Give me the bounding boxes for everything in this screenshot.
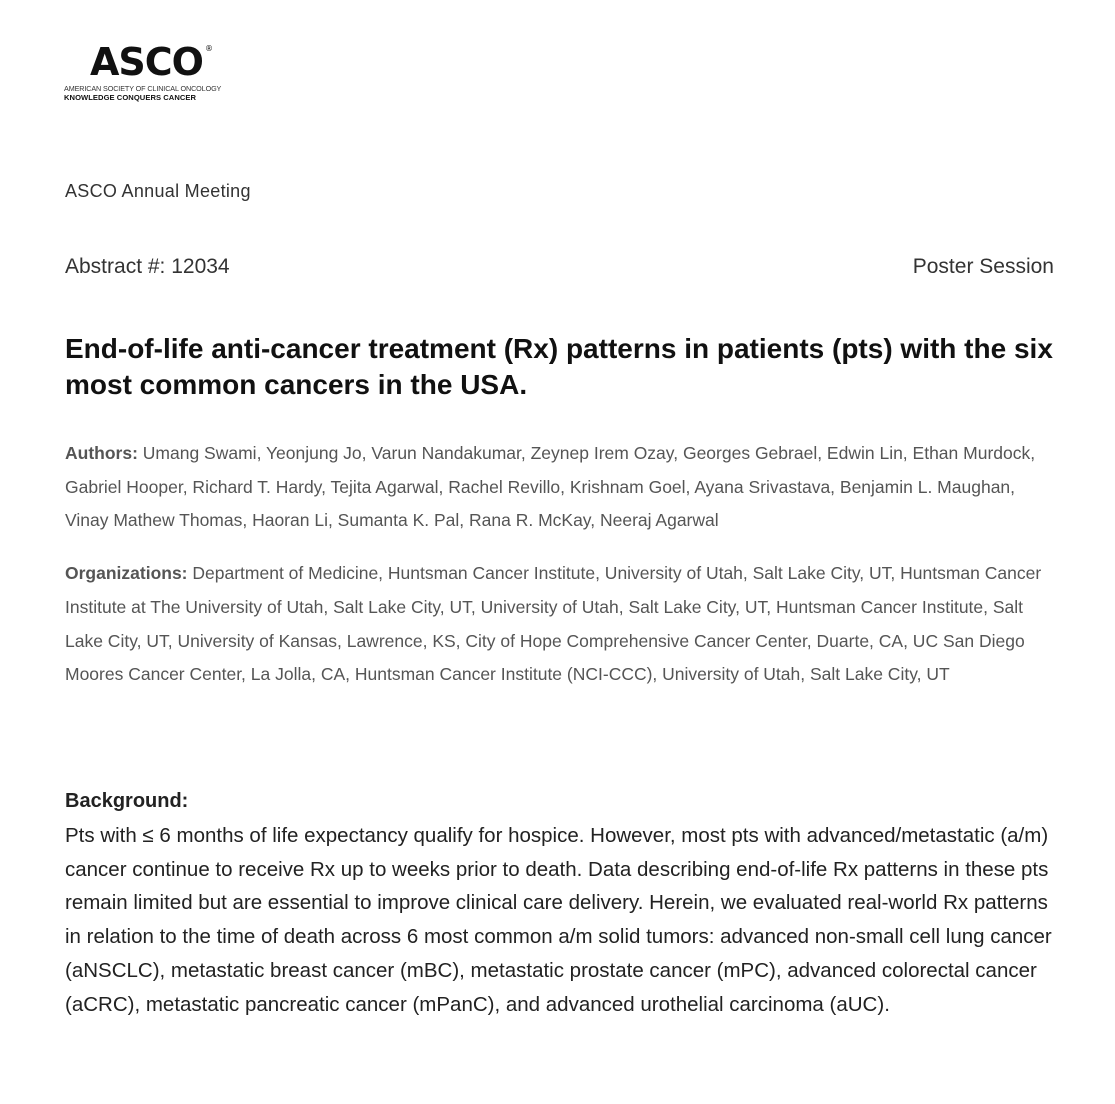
- organizations-list: Department of Medicine, Huntsman Cancer Institute, University of Utah, Salt Lake City, UT, Huntsman Cancer Institute at The University of Utah, Salt Lake City, UT, University of Utah, Salt Lake City, UT, Huntsman Cancer Institute, Salt Lake City, UT, University of Kansas, Lawrence, KS, City of Hope Comprehensive Cancer Center, Duarte, CA, UC San Diego Moores Cancer Center, La Jolla, CA, Huntsman Cancer Institute (NCI-CCC), University of Utah, Salt Lake City, UT: [65, 563, 1042, 685]
- abstract-title: End-of-life anti-cancer treatment (Rx) patterns in patients (pts) with the six most common cancers in the USA.: [65, 333, 1053, 400]
- logo-tagline: KNOWLEDGE CONQUERS CANCER: [64, 93, 197, 102]
- session-type: Poster Session: [912, 255, 1054, 278]
- background-heading: Background:: [65, 790, 189, 812]
- background-text: Pts with ≤ 6 months of life expectancy qualify for hospice. However, most pts with advanced/metastatic (a/m) cancer continue to receive Rx up to weeks prior to death. Data describing end-of-life Rx patterns in these pts remain limited but are essential to improve clinical care delivery. Herein, we evaluated real-world Rx patterns in relation to the time of death across 6 most common a/m solid tumors: advanced non-small cell lung cancer (aNSCLC), metastatic breast cancer (mBC), metastatic prostate cancer (mPC), advanced colorectal cancer (aCRC), metastatic pancreatic cancer (mPanC), and advanced urothelial carcinoma (aUC).: [65, 824, 1052, 1016]
- authors-list: Umang Swami, Yeonjung Jo, Varun Nandakumar, Zeynep Irem Ozay, Georges Gebrael, Edwin Lin, Ethan Murdock, Gabriel Hooper, Richard T. Hardy, Tejita Agarwal, Rachel Revillo, Krishnam Goel, Ayana Srivastava, Benjamin L. Maughan, Vinay Mathew Thomas, Haoran Li, Sumanta K. Pal, Rana R. McKay, Neeraj Agarwal: [65, 443, 1036, 531]
- logo-wordmark: [90, 40, 213, 84]
- authors-block: [65, 437, 1060, 538]
- logo-society-name: AMERICAN SOCIETY OF CLINICAL ONCOLOGY: [64, 84, 222, 93]
- registered-mark: ®: [204, 44, 213, 53]
- organizations-block: [65, 557, 1060, 692]
- asco-logo: [64, 40, 234, 103]
- organizations-label: Organizations:: [65, 563, 188, 583]
- abstract-number: Abstract #: 12034: [65, 255, 230, 278]
- meeting-name: ASCO Annual Meeting: [65, 181, 251, 201]
- logo-wordmark-text: ASCO: [90, 40, 203, 84]
- authors-label: Authors:: [65, 443, 138, 463]
